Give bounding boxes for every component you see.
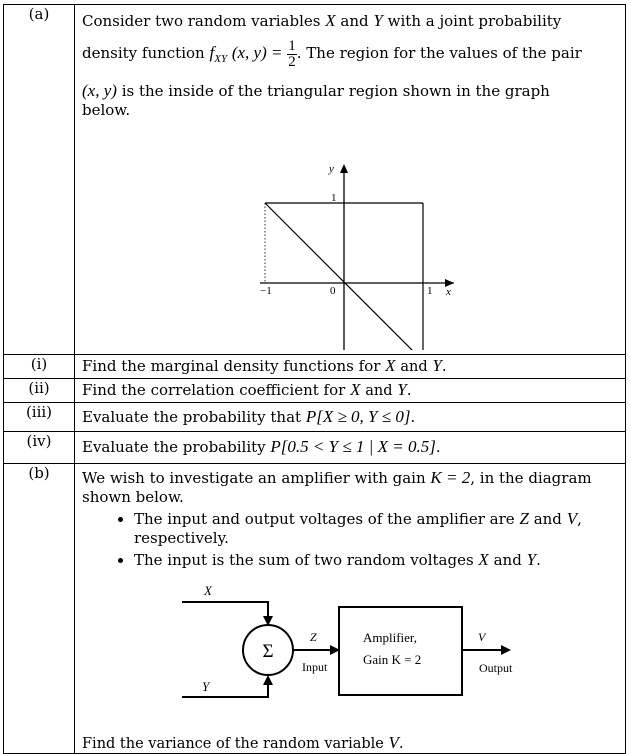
label-i: (i) [4,355,75,379]
var-y: Y [526,550,537,569]
pdf-symbol: f [209,43,215,62]
period: . [410,408,416,426]
bullet-1 [134,509,619,548]
origin-label: 0 [330,285,336,297]
var-z: Z [519,509,529,528]
part-a-text-1: Consider two random variables [82,12,321,30]
pair-xy: (x, y) [82,81,117,100]
var-x: X [325,11,336,30]
part-a-text-6: below. [82,101,131,119]
label-a: (a) [4,5,75,355]
label-iv: (iv) [4,432,75,464]
x-axis-label: x [446,286,451,298]
part-b-content [75,464,626,754]
part-b-bullets [82,509,619,570]
v-arrow [501,645,511,655]
var-v: V [566,509,578,528]
bullet-2-text: The input is the sum of two random voltages [134,551,474,569]
gain-expr: K = 2 [430,468,471,487]
and-word: and [533,510,562,528]
input-x-wire [182,602,268,618]
sigma-symbol: Σ [262,641,274,662]
part-b-text-3: shown below. [82,488,184,506]
output-label: Output [479,661,513,675]
row-sub-iii [4,403,626,432]
input-label: Input [302,660,328,674]
bullet-1-text-3: respectively. [134,529,229,547]
sub-ii-content [75,379,626,403]
var-y: Y [432,356,442,375]
comma: , [577,510,582,528]
fraction-one-half [287,39,297,70]
bullet-2 [134,550,619,570]
part-a-text-4: . The region for the values of the pair [296,44,582,62]
period: . [536,551,541,569]
final-text: Find the variance of the random variable [82,736,384,752]
var-x: X [478,550,489,569]
input-y-label: Y [202,679,210,694]
part-a-text-3: density function [82,44,205,62]
input-y-wire [182,682,268,697]
label-b: (b) [4,464,75,754]
part-a-content [75,5,626,355]
signal-z-label: Z [310,630,317,644]
pdf-subscript: XY [214,53,228,65]
pdf-args: (x, y) = [231,43,283,62]
amplifier-box [339,607,462,695]
sub-ii-text: Find the correlation coefficient for [82,381,346,399]
amplifier-label: Amplifier, [363,630,417,645]
and-word: and [365,383,393,399]
label-ii: (ii) [4,379,75,403]
var-y: Y [373,11,383,30]
input-x-label: X [204,583,212,598]
tick-x-neg-1: −1 [260,285,272,297]
sub-iv-content [75,432,626,464]
period: . [406,381,412,399]
part-b-text-2: , in the diagram [470,469,592,487]
question-table [3,4,626,754]
part-a-text-2: with a joint probability [387,12,562,30]
part-a-text-5: is the inside of the triangular region shown in the graph [121,82,550,100]
period: . [441,357,447,375]
and-word: and [400,359,428,375]
gain-label: Gain K = 2 [363,652,422,667]
triangle-region-graph [82,120,627,350]
period: . [398,736,404,752]
label-iii: (iii) [4,403,75,432]
and-word: and [340,12,369,30]
and-word: and [493,551,522,569]
sub-iv-text: Evaluate the probability [82,438,266,456]
sub-iii-text: Evaluate the probability that [82,408,302,426]
y-axis-label: y [329,163,334,175]
final-question [82,734,619,753]
amplifier-diagram [82,578,627,728]
probability-expr-iv: P[0.5 < Y ≤ 1 | X = 0.5] [270,437,436,456]
row-sub-iv [4,432,626,464]
probability-expr-iii: P[X ≥ 0, Y ≤ 0] [305,407,411,426]
var-v: V [388,733,399,752]
input-y-arrow [263,675,273,685]
row-sub-i [4,355,626,379]
part-b-text-1: We wish to investigate an amplifier with gain [82,469,426,487]
tick-x-1: 1 [427,285,433,297]
row-part-a [4,5,626,355]
signal-v-label: V [478,630,486,644]
row-part-b [4,464,626,754]
frac-numerator: 1 [288,37,296,54]
var-x: X [350,380,361,399]
var-x: X [385,356,396,375]
sub-iii-content [75,403,626,432]
sub-i-content [75,355,626,379]
sub-i-text: Find the marginal density functions for [82,357,381,375]
y-axis-arrow [340,164,348,173]
bullet-1-text: The input and output voltages of the amplifier are [134,510,515,528]
row-sub-ii [4,379,626,403]
var-y: Y [397,380,407,399]
frac-denominator: 2 [288,53,296,70]
tick-y-1: 1 [331,192,337,204]
period: . [435,438,441,456]
